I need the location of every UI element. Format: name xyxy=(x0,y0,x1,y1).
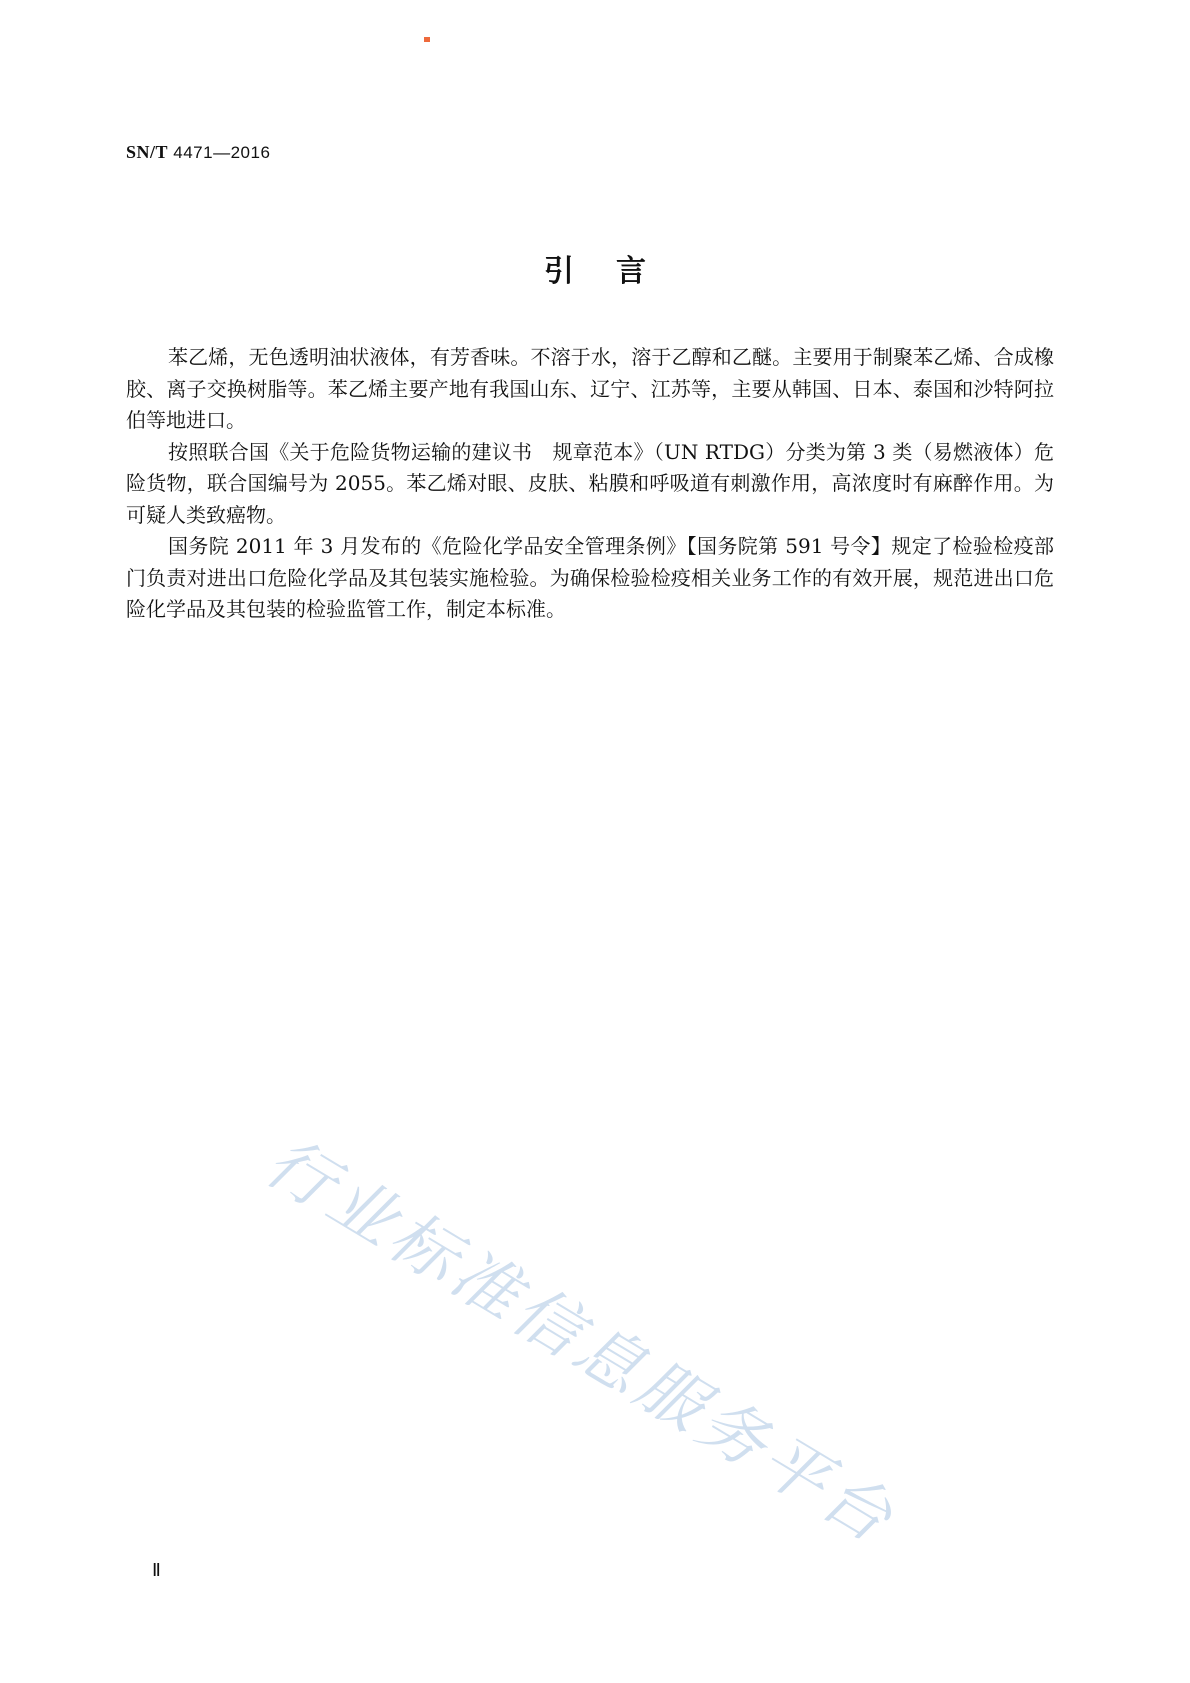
paragraph-3: 国务院 2011 年 3 月发布的《危险化学品安全管理条例》【国务院第 591 号令】规定了检验检疫部门负责对进出口危险化学品及其包装实施检验。为确保检验检疫相关业务工作的有效开展，规范进出口危险化学品及其包装的检验监管工作，制定本标准。 xyxy=(126,534,1054,621)
orange-marker xyxy=(424,37,430,42)
document-code xyxy=(126,142,270,163)
page-number: Ⅱ xyxy=(152,1560,161,1580)
page-title: 引言 xyxy=(544,254,688,289)
document-body xyxy=(126,342,1054,626)
paragraph-2: 按照联合国《关于危险货物运输的建议书 规章范本》（UN RTDG）分类为第 3 类（易燃液体）危险货物，联合国编号为 2055。苯乙烯对眼、皮肤、粘膜和呼吸道有刺激作用，高浓度时有麻醉作用。为可疑人类致癌物。 xyxy=(126,439,1054,527)
watermark: 行业标准信息服务平台 xyxy=(252,1122,910,1560)
document-code-number: 4471—2016 xyxy=(173,143,271,162)
document-code-prefix: SN/T xyxy=(126,142,169,162)
paragraph-1: 苯乙烯，无色透明油状液体，有芳香味。不溶于水，溶于乙醇和乙醚。主要用于制聚苯乙烯、合成橡胶、离子交换树脂等。苯乙烯主要产地有我国山东、辽宁、江苏等，主要从韩国、日本、泰国和沙特阿拉伯等地进口。 xyxy=(126,345,1054,432)
